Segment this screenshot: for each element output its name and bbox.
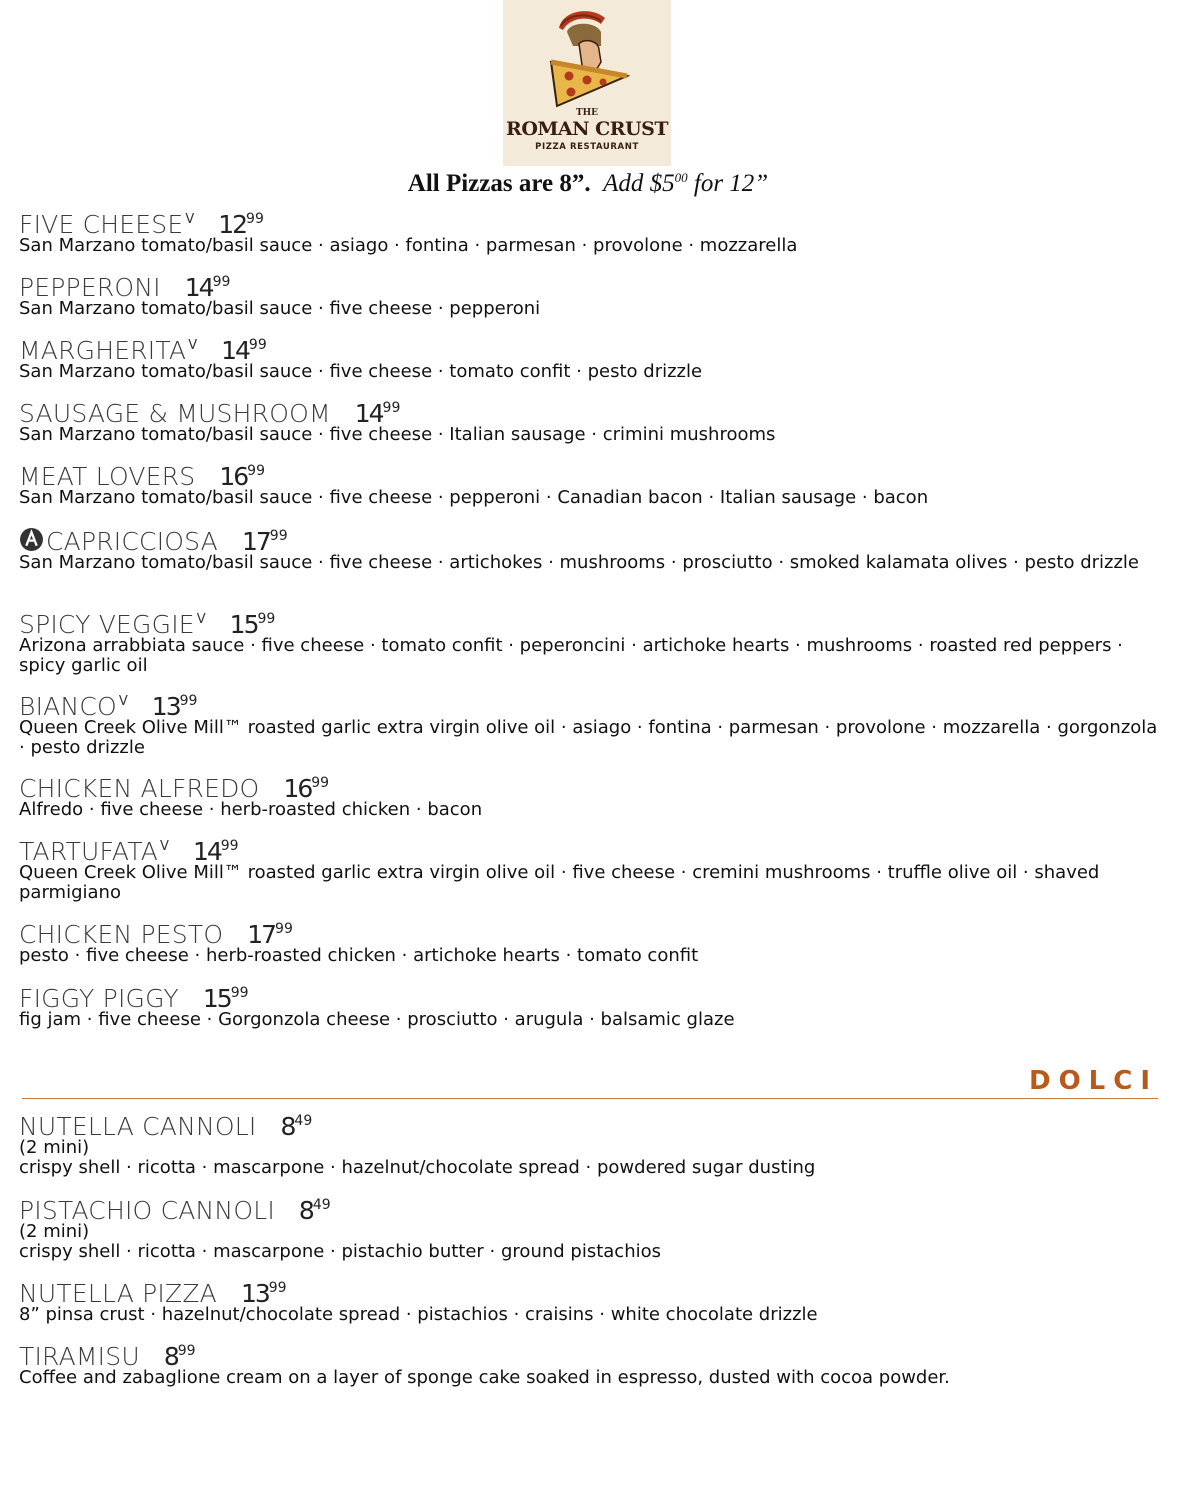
item-name: BIANCO bbox=[19, 692, 117, 721]
price-main: 15 bbox=[229, 610, 258, 639]
item-description: Queen Creek Olive Mill™ roasted garlic extra virgin olive oil · asiago · fontina · parmesan · provolone · mozzarella · gorgonzola · pesto drizzle bbox=[19, 717, 1158, 758]
item-name: CAPRICCIOSA bbox=[46, 527, 218, 556]
menu-item bbox=[19, 602, 1159, 676]
price-cents: 99 bbox=[177, 1343, 196, 1359]
price-cents: 99 bbox=[179, 693, 198, 709]
price-main: 12 bbox=[218, 210, 247, 239]
dessert-item bbox=[19, 1104, 1159, 1178]
item-description: San Marzano tomato/basil sauce · five cheese · artichokes · mushrooms · prosciutto · smoked kalamata olives · pesto drizzle bbox=[19, 552, 1139, 573]
item-description: Arizona arrabbiata sauce · five cheese · tomato confit · peperoncini · artichoke hearts · mushrooms · roasted red peppers · spicy garlic oil bbox=[19, 635, 1123, 676]
item-name: CHICKEN PESTO bbox=[19, 920, 224, 949]
price-main: 8 bbox=[280, 1112, 295, 1141]
menu-item bbox=[19, 912, 1159, 966]
item-name: FIGGY PIGGY bbox=[19, 984, 179, 1013]
item-name: CHICKEN ALFREDO bbox=[19, 774, 260, 803]
item-name: MEAT LOVERS bbox=[19, 462, 196, 491]
item-description: San Marzano tomato/basil sauce · five cheese · pepperoni bbox=[19, 298, 541, 319]
vegetarian-mark: V bbox=[160, 839, 169, 854]
item-price bbox=[281, 1112, 313, 1141]
menu-item bbox=[19, 829, 1159, 903]
price-cents: 99 bbox=[311, 775, 330, 791]
logo-subtitle-text: PIZZA RESTAURANT bbox=[535, 142, 639, 152]
price-main: 13 bbox=[151, 692, 180, 721]
item-description: crispy shell · ricotta · mascarpone · pistachio butter · ground pistachios bbox=[19, 1241, 661, 1262]
price-main: 13 bbox=[240, 1279, 269, 1308]
item-description: Alfredo · five cheese · herb-roasted chicken · bacon bbox=[19, 799, 483, 820]
price-cents: 49 bbox=[294, 1113, 313, 1129]
item-name: TARTUFATA bbox=[19, 837, 159, 866]
menu-item bbox=[19, 202, 1159, 256]
item-name: PISTACHIO CANNOLI bbox=[19, 1196, 275, 1225]
item-description: 8” pinsa crust · hazelnut/chocolate spread · pistachios · craisins · white chocolate drizzle bbox=[19, 1304, 818, 1325]
item-price bbox=[299, 1196, 331, 1225]
menu-item bbox=[19, 328, 1159, 382]
item-description: San Marzano tomato/basil sauce · five cheese · pepperoni · Canadian bacon · Italian sausage · bacon bbox=[19, 487, 929, 508]
price-main: 14 bbox=[354, 399, 383, 428]
price-main: 15 bbox=[202, 984, 231, 1013]
item-name: FIVE CHEESE bbox=[19, 210, 184, 239]
menu-item bbox=[19, 684, 1159, 758]
menu-item bbox=[19, 976, 1159, 1030]
item-description: San Marzano tomato/basil sauce · asiago · fontina · parmesan · provolone · mozzarella bbox=[19, 235, 798, 256]
item-description: fig jam · five cheese · Gorgonzola cheese · prosciutto · arugula · balsamic glaze bbox=[19, 1009, 735, 1030]
price-cents: 99 bbox=[382, 400, 401, 416]
dessert-item bbox=[19, 1334, 1159, 1388]
price-main: 14 bbox=[221, 336, 249, 365]
price-cents: 99 bbox=[248, 337, 267, 353]
item-description: San Marzano tomato/basil sauce · five cheese · Italian sausage · crimini mushrooms bbox=[19, 424, 776, 445]
logo-name-text: ROMAN CRUST bbox=[506, 118, 668, 140]
price-cents: 49 bbox=[312, 1197, 331, 1213]
size-notice-cents: 00 bbox=[674, 170, 688, 185]
item-note: (2 mini) bbox=[19, 1137, 90, 1158]
dessert-item bbox=[19, 1271, 1159, 1325]
price-cents: 99 bbox=[246, 211, 264, 227]
price-main: 17 bbox=[241, 527, 270, 556]
price-cents: 99 bbox=[269, 528, 288, 544]
size-notice-suffix: for 12” bbox=[687, 170, 769, 197]
logo-the-text: THE bbox=[575, 108, 599, 118]
price-main: 16 bbox=[283, 774, 312, 803]
size-notice-italic bbox=[603, 170, 768, 197]
price-main: 14 bbox=[192, 837, 221, 866]
item-note: (2 mini) bbox=[19, 1221, 90, 1242]
menu-item bbox=[19, 454, 1159, 508]
menu-item bbox=[19, 391, 1159, 445]
item-description: pesto · five cheese · herb-roasted chicken · artichoke hearts · tomato confit bbox=[19, 945, 699, 966]
vegetarian-mark: V bbox=[185, 212, 195, 227]
vegetarian-mark: V bbox=[196, 612, 206, 627]
item-description: San Marzano tomato/basil sauce · five cheese · tomato confit · pesto drizzle bbox=[19, 361, 703, 382]
item-name: NUTELLA PIZZA bbox=[19, 1279, 217, 1308]
price-main: 8 bbox=[163, 1342, 178, 1371]
item-description: crispy shell · ricotta · mascarpone · hazelnut/chocolate spread · powdered sugar dusting bbox=[19, 1157, 816, 1178]
price-cents: 99 bbox=[275, 921, 293, 937]
size-notice-prefix: Add $5 bbox=[603, 170, 675, 197]
item-name: MARGHERITA bbox=[19, 336, 187, 365]
item-name: NUTELLA CANNOLI bbox=[19, 1112, 257, 1141]
item-description: Coffee and zabaglione cream on a layer of sponge cake soaked in espresso, dusted with cocoa powder. bbox=[19, 1367, 950, 1388]
menu-item bbox=[19, 766, 1159, 820]
price-main: 14 bbox=[184, 273, 213, 302]
price-cents: 99 bbox=[257, 611, 276, 627]
vegetarian-mark: V bbox=[118, 694, 128, 709]
a-badge-icon bbox=[19, 527, 44, 552]
dolci-section-title: DOLCI bbox=[1028, 1066, 1158, 1096]
price-cents: 99 bbox=[212, 274, 231, 290]
price-main: 16 bbox=[219, 462, 248, 491]
menu-item bbox=[19, 265, 1159, 319]
item-name: SAUSAGE & MUSHROOM bbox=[19, 399, 331, 428]
section-divider bbox=[22, 1098, 1158, 1099]
price-cents: 99 bbox=[247, 463, 265, 479]
restaurant-logo bbox=[503, 0, 671, 166]
vegetarian-mark: V bbox=[188, 338, 198, 353]
price-cents: 99 bbox=[268, 1280, 287, 1296]
size-notice-bold: All Pizzas are 8”. bbox=[407, 170, 591, 197]
roman-helmet-pizza-icon bbox=[543, 6, 633, 110]
item-description: Queen Creek Olive Mill™ roasted garlic extra virgin olive oil · five cheese · cremini mushrooms · truffle olive oil · shaved parmigiano bbox=[19, 862, 1100, 903]
item-name: SPICY VEGGIE bbox=[19, 610, 195, 639]
size-notice bbox=[0, 170, 1176, 198]
price-main: 8 bbox=[298, 1196, 313, 1225]
item-name: PEPPERONI bbox=[19, 273, 161, 302]
menu-item bbox=[19, 519, 1159, 573]
price-cents: 99 bbox=[220, 838, 239, 854]
dessert-item bbox=[19, 1188, 1159, 1262]
price-cents: 99 bbox=[230, 985, 249, 1001]
item-name: TIRAMISU bbox=[19, 1342, 140, 1371]
price-main: 17 bbox=[247, 920, 276, 949]
